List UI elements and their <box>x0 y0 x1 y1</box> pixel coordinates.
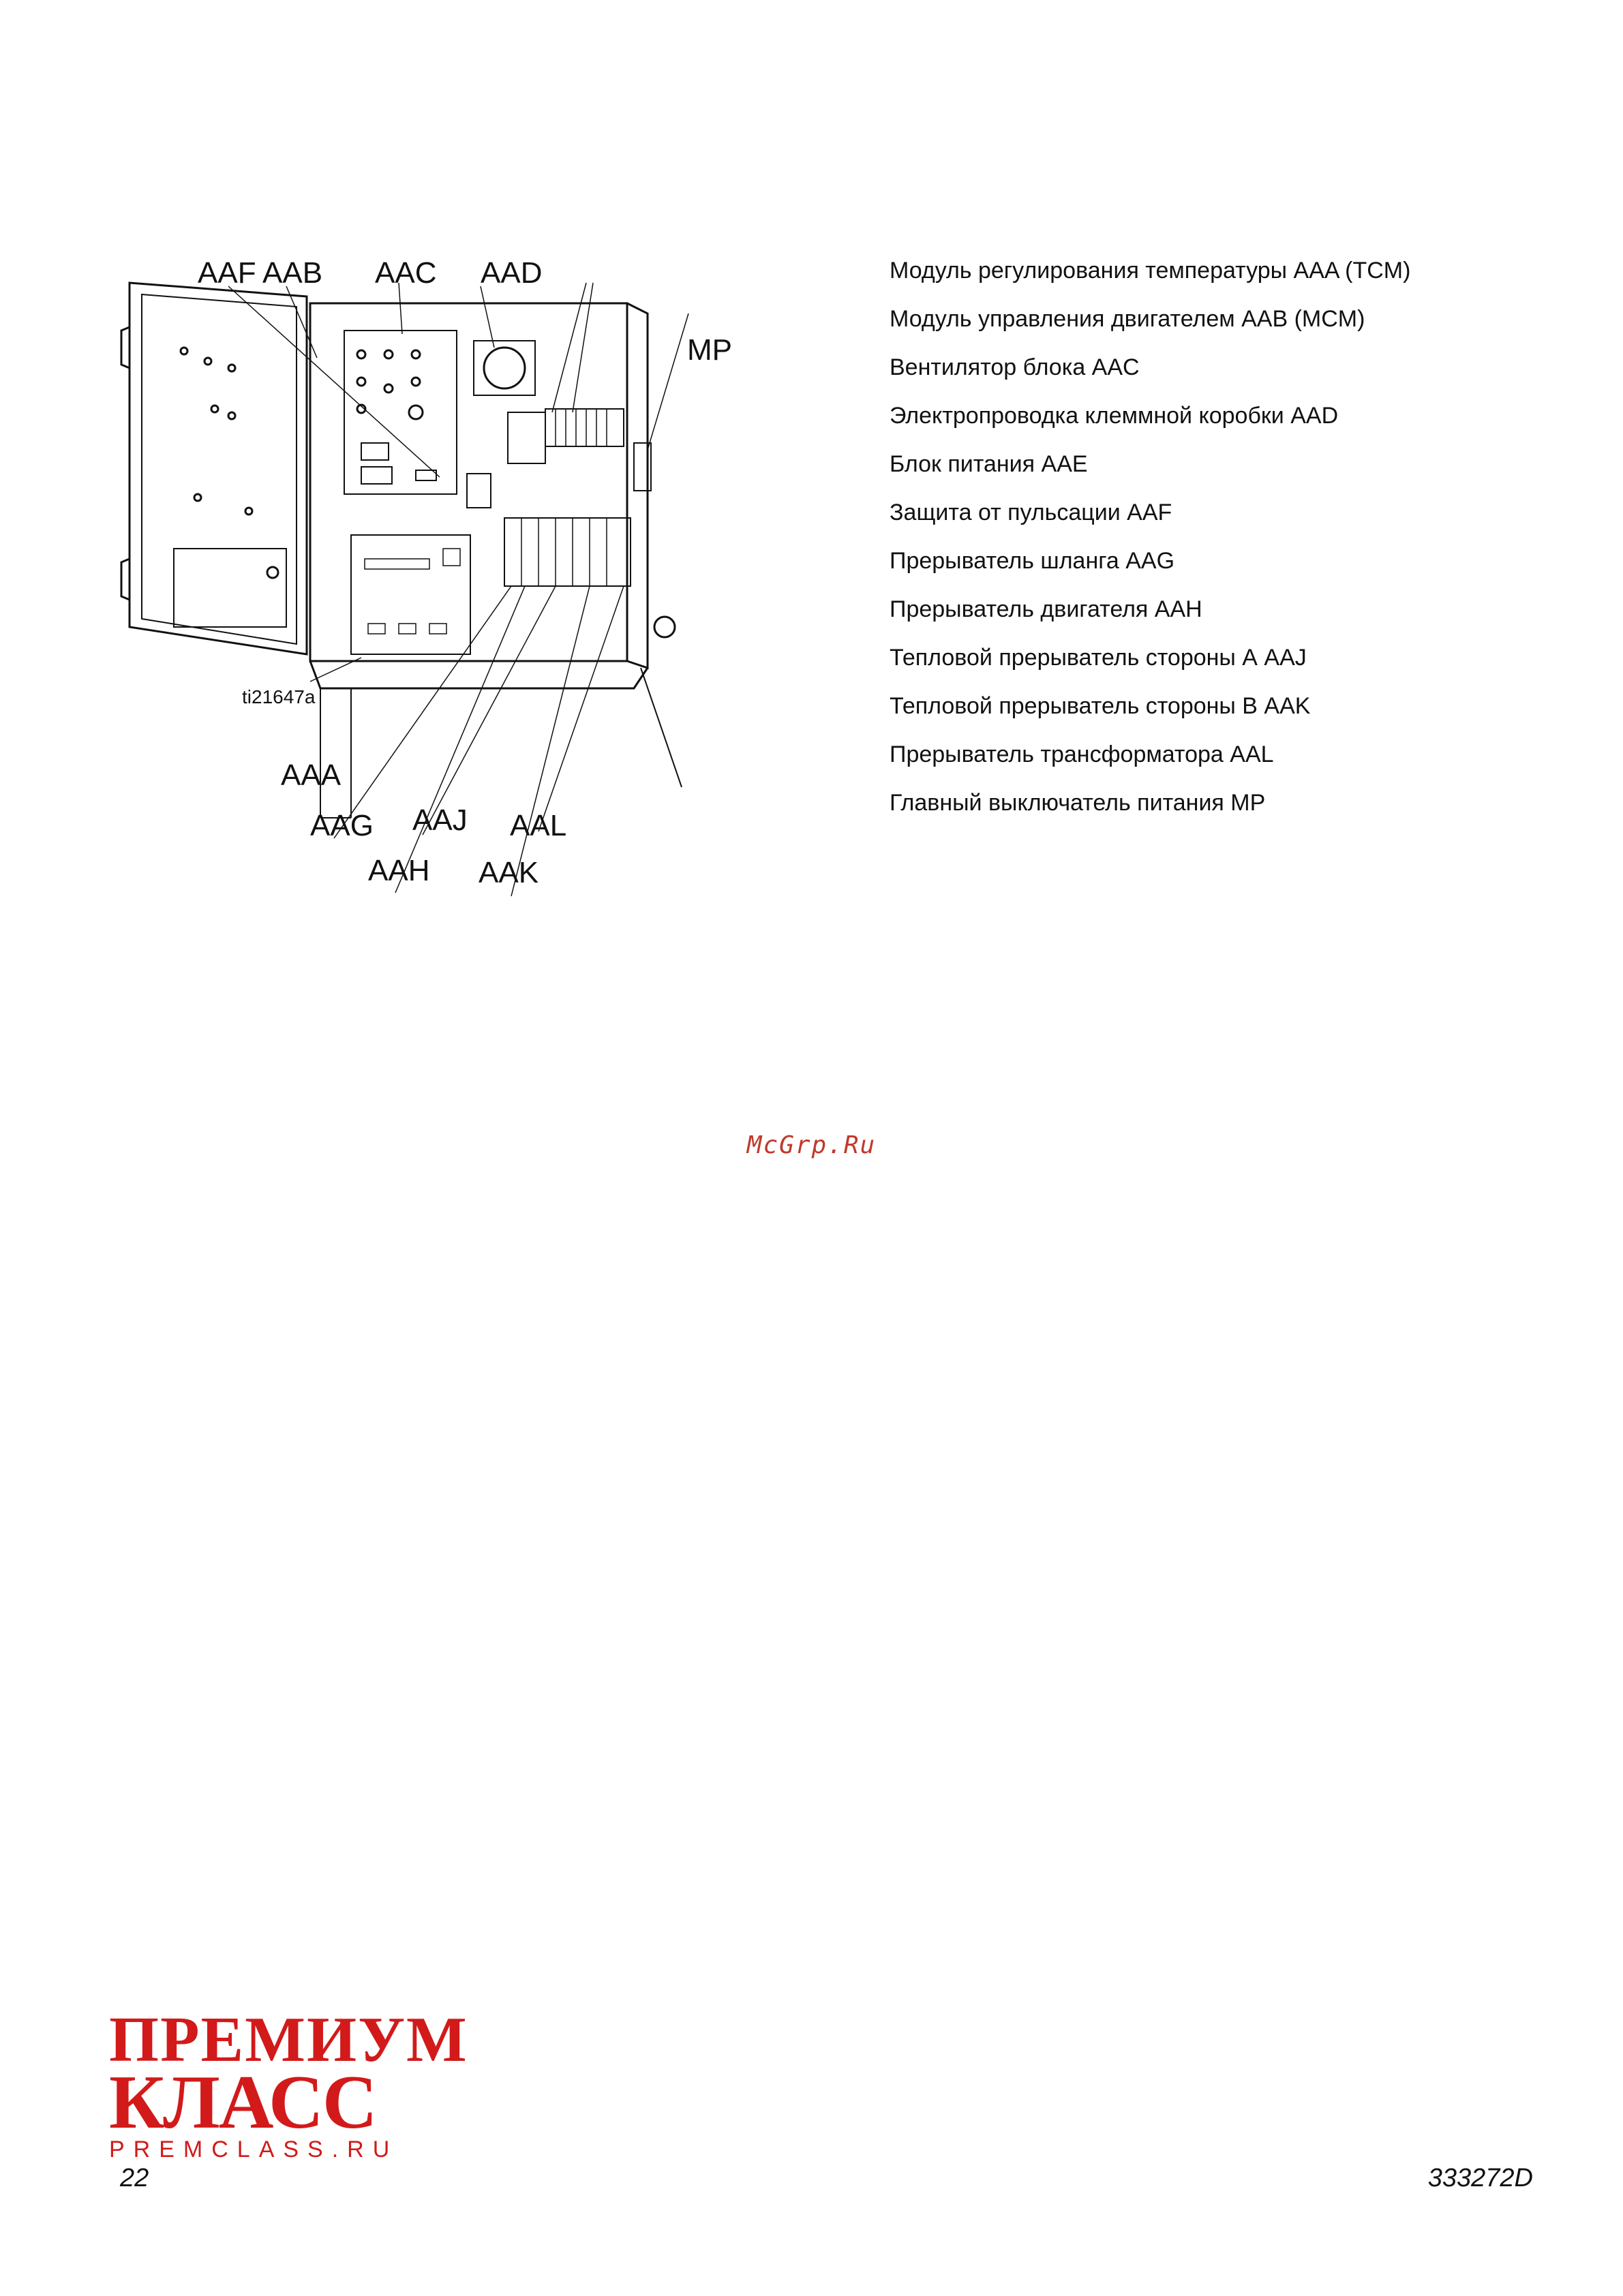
callout-mp: MP <box>687 333 732 367</box>
legend-item: Модуль регулирования температуры AAA (TCM) <box>890 258 1411 284</box>
legend-item: Прерыватель шланга AAG <box>890 548 1175 574</box>
surge-protection <box>467 474 491 508</box>
callout-aak: AAK <box>479 856 539 889</box>
page-number: 22 <box>120 2164 149 2192</box>
document-code: 333272D <box>1427 2164 1533 2192</box>
legend-item: Главный выключатель питания MP <box>890 790 1266 816</box>
callout-aah: AAH <box>368 854 430 887</box>
callout-aaf: AAF <box>198 256 256 290</box>
legend-item: Тепловой прерыватель стороны А AAJ <box>890 645 1307 671</box>
tcm-module <box>351 535 470 654</box>
electrical-cabinet-diagram <box>102 245 784 920</box>
callout-aad: AAD <box>481 256 543 290</box>
premium-class-logo <box>109 2004 468 2163</box>
figure-id: ti21647a <box>242 686 316 707</box>
terminal-block <box>545 409 624 446</box>
legend-item: Электропроводка клеммной коробки AAD <box>890 403 1339 429</box>
legend-item: Блок питания AAE <box>890 451 1088 477</box>
power-supply <box>508 412 545 463</box>
legend-item: Вентилятор блока AAC <box>890 354 1140 380</box>
legend-item: Защита от пульсации AAF <box>890 500 1172 525</box>
callout-aag: AAG <box>310 809 374 842</box>
component-legend <box>890 247 1571 827</box>
breaker-rail <box>504 518 631 586</box>
callout-aac: AAC <box>375 256 437 290</box>
legend-item: Модуль управления двигателем AAB (MCM) <box>890 306 1365 332</box>
logo-line3: PREMCLASS.RU <box>109 2137 399 2162</box>
legend-item: Прерыватель двигателя AAH <box>890 596 1202 622</box>
cabinet-door <box>130 283 307 654</box>
watermark: McGrp.Ru <box>746 1131 877 1159</box>
callout-aal: AAL <box>510 809 567 842</box>
callout-aab: AAB <box>262 256 323 290</box>
legend-item: Тепловой прерыватель стороны В AAK <box>890 693 1311 719</box>
callout-aaa: AAA <box>281 759 342 792</box>
cabinet-drawing <box>102 245 784 920</box>
logo-line1: ПРЕМИУМ <box>109 2004 468 2075</box>
logo-line2: КЛАСС <box>109 2060 376 2145</box>
callout-aaj: AAJ <box>412 803 468 837</box>
legend-item: Прерыватель трансформатора AAL <box>890 741 1274 767</box>
